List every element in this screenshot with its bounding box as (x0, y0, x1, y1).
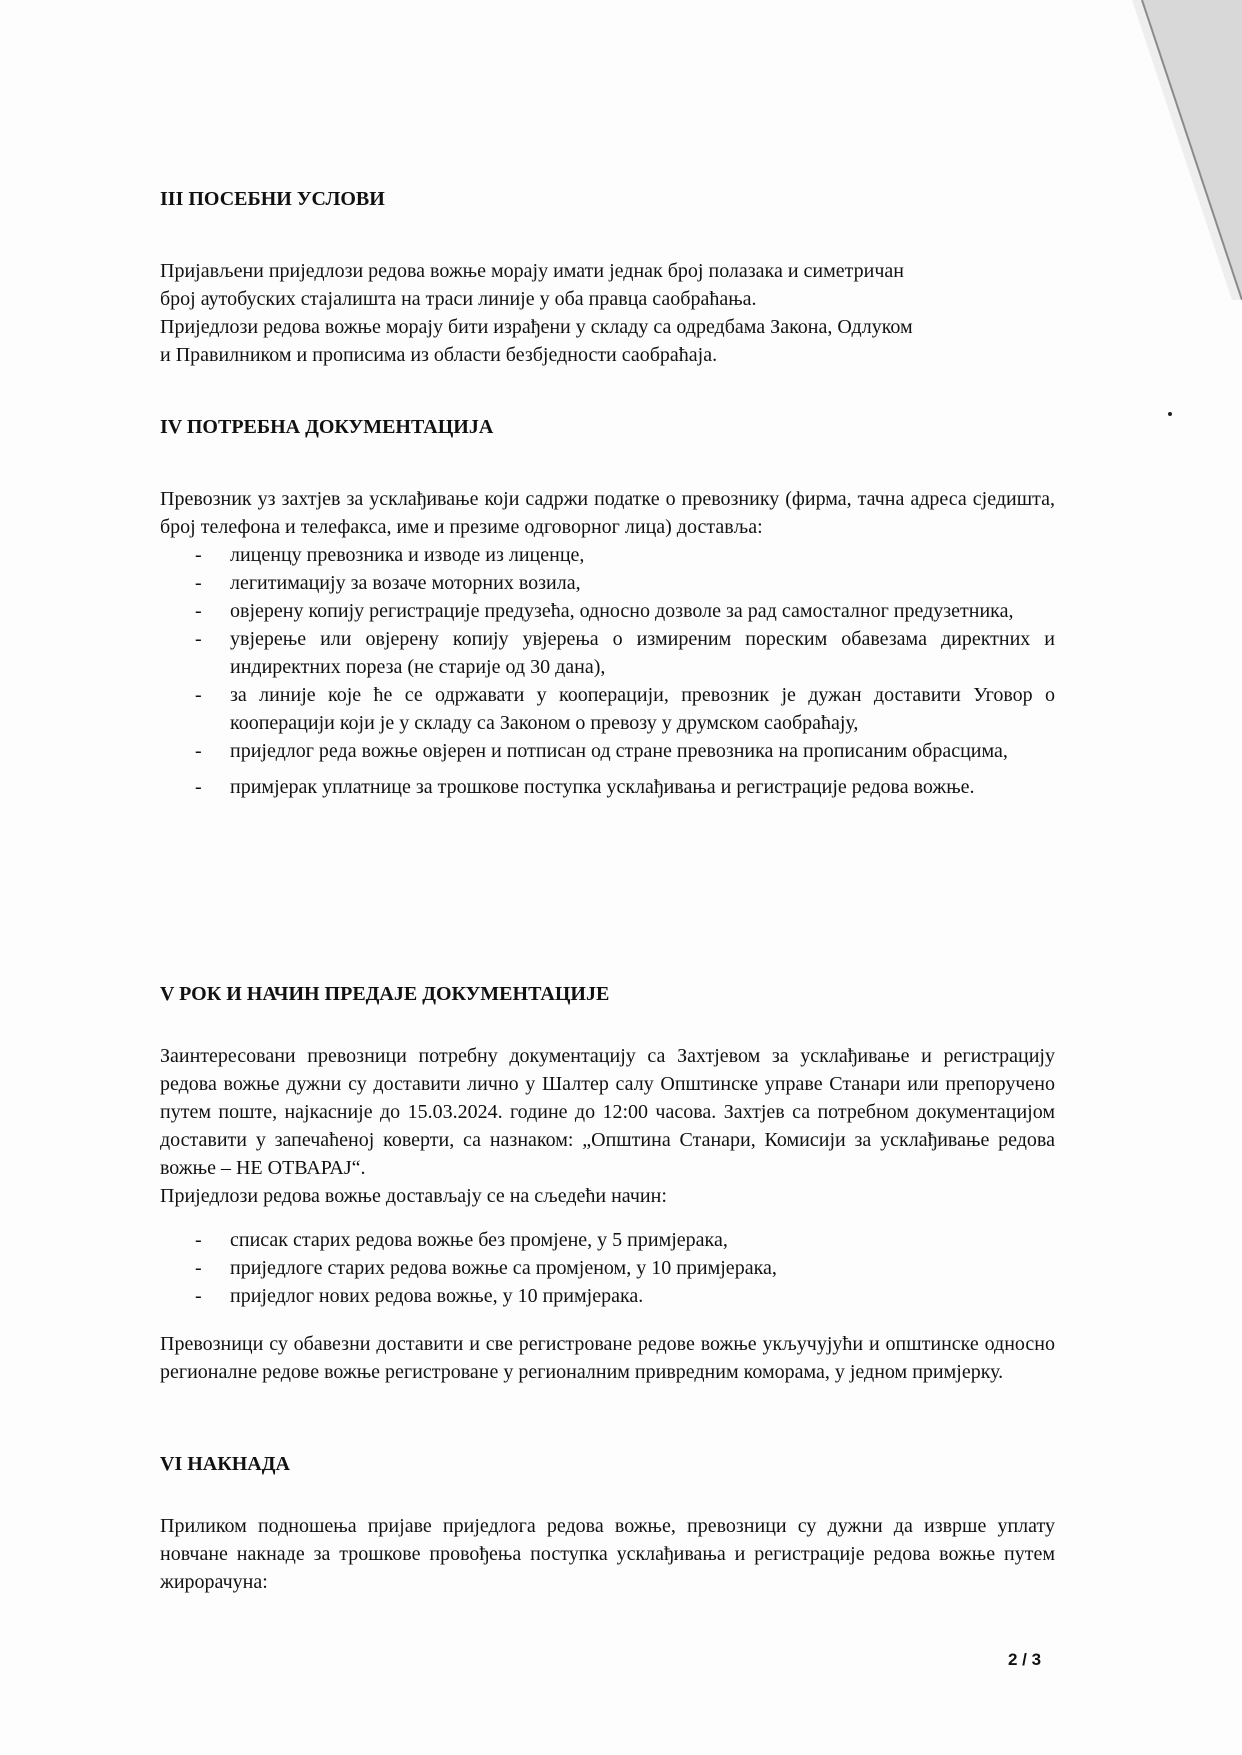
list-item: - овјерену копију регистрације предузећа, односно дозволе за рад самосталног предузетника, (160, 597, 1055, 625)
section-5-heading: V РОК И НАЧИН ПРЕДАЈЕ ДОКУМЕНТАЦИЈЕ (160, 983, 610, 1005)
section-3-line: Приједлози редова вожње морају бити израђени у складу са одредбама Закона, Одлуком (160, 316, 913, 338)
page-number: 2 / 3 (1008, 1650, 1042, 1669)
section-3-line: Пријављени приједлози редова вожње морају имати једнак број полазака и симетричан (160, 260, 904, 282)
section-5-list-intro: Приједлози редова вожње достављају се на сљедећи начин: (160, 1185, 667, 1207)
section-3-heading: III ПОСЕБНИ УСЛОВИ (160, 188, 385, 210)
list-item: - примјерак уплатнице за трошкове поступка усклађивања и регистрације редова вожње. (160, 773, 1055, 801)
list-item: - легитимацију за возаче моторних возила, (160, 569, 1055, 597)
section-3-text (160, 257, 1055, 369)
section-4-document-list (160, 541, 1055, 801)
section-3-line: и Правилником и прописима из области безбједности саобраћаја. (160, 344, 718, 366)
section-5-paragraph: Заинтересовани превозници потребну документацију са Захтјевом за усклађивање и регистрацију редова вожње дужни су доставити лично у Шалтер салу Општинске управе Станари или препоручено путем поште, најкасније до 15.03.2024. године до 12:00 часова. Захтјев са потребном документацијом доставити у запечаћеној коверти, са назнаком: „Општина Станари, Комисији за усклађивање редова вожње – НЕ ОТВАРАЈ“. (160, 1045, 1055, 1179)
folded-corner (1082, 0, 1242, 300)
list-item: - приједлог реда вожње овјерен и потписан од стране превозника на прописаним обрасцима, (160, 737, 1055, 765)
list-item: - приједлоге старих редова вожње са промјеном, у 10 примјерака, (160, 1254, 1055, 1282)
section-5-text (160, 1042, 1055, 1210)
list-item: - приједлог нових редова вожње, у 10 примјерака. (160, 1282, 1055, 1310)
section-6-heading: VI НАКНАДА (160, 1453, 290, 1475)
list-item: - за линије које ће се одржавати у кооперацији, превозник је дужан доставити Уговор о кооперацији који је у складу са Законом о превозу у друмском саобраћају, (160, 681, 1055, 737)
section-5-closing: Превозници су обавезни доставити и све регистроване редове вожње укључујући и општинске односно регионалне редове вожње регистроване у регионалним привредним коморама, у једном примјерку. (160, 1333, 1055, 1383)
list-item: - увјерење или овјерену копију увјерења о измиреним пореским обавезама директних и индиректних пореза (не старије од 30 дана), (160, 625, 1055, 681)
ink-speck (1168, 412, 1172, 416)
list-item: - лиценцу превозника и изводе из лиценце, (160, 541, 1055, 569)
section-3-line: број аутобуских стајалишта на траси линије у оба правца саобраћања. (160, 288, 757, 310)
section-6-paragraph: Приликом подношења пријаве приједлога редова вожње, превозници су дужни да изврше уплату новчане накнаде за трошкове провођења поступка усклађивања и регистрације редова вожње путем жирорачуна: (160, 1515, 1055, 1593)
section-4-intro: Превозник уз захтјев за усклађивање који садржи податке о превознику (фирма, тачна адреса сједишта, број телефона и телефакса, име и презиме одговорног лица) доставља: (160, 488, 1055, 538)
section-4-heading: IV ПОТРЕБНА ДОКУМЕНТАЦИЈА (160, 416, 494, 438)
list-item: - списак старих редова вожње без промјене, у 5 примјерака, (160, 1226, 1055, 1254)
section-5-copies-list (160, 1226, 1055, 1310)
